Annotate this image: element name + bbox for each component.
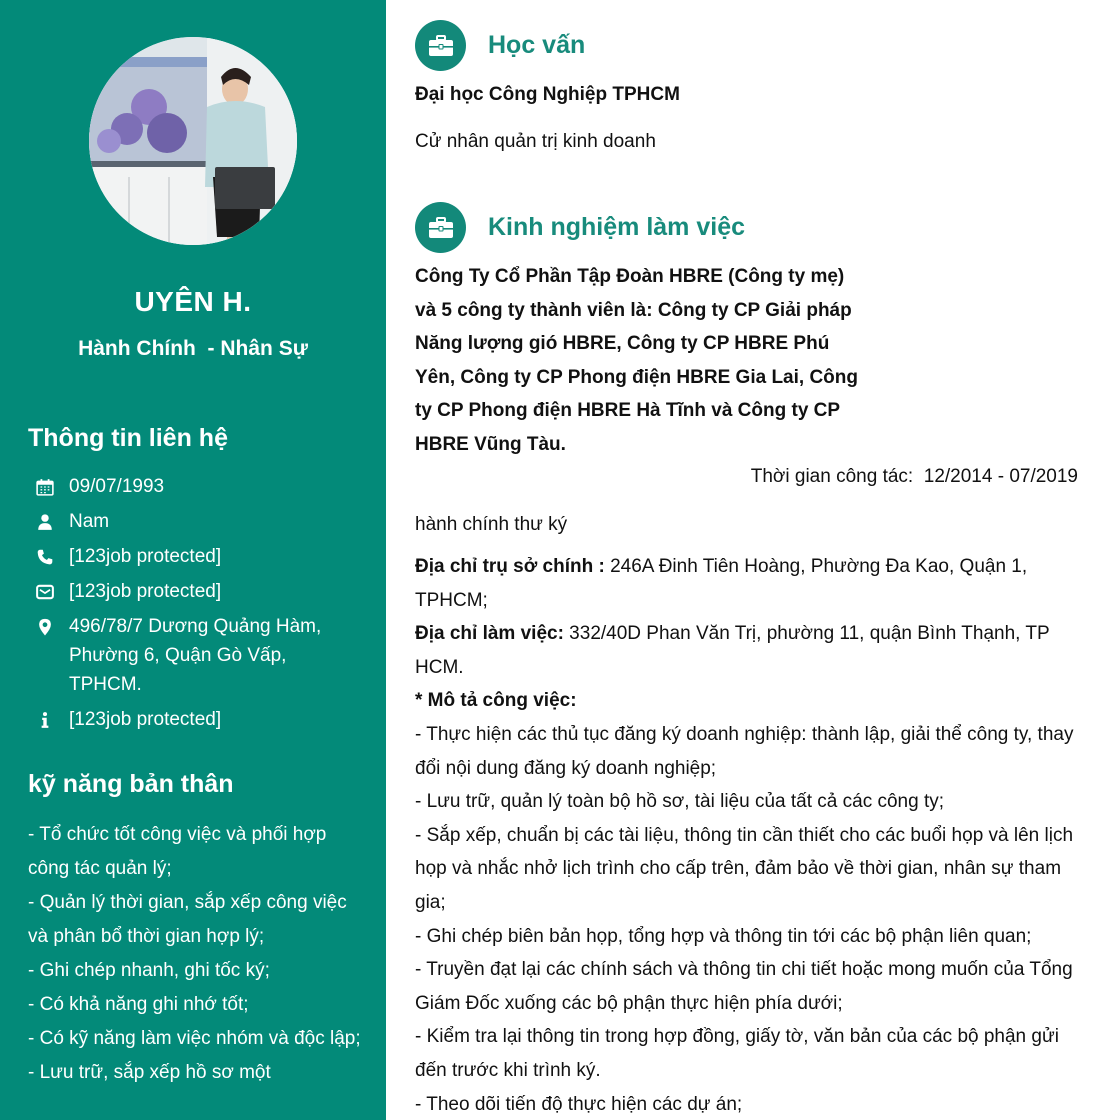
work-address-value: 332/40D Phan Văn Trị, phường 11, quận Bình Thạnh, TP HCM. <box>415 623 1050 678</box>
briefcase-icon <box>415 20 466 71</box>
period-value: 12/2014 - 07/2019 <box>923 466 1078 487</box>
skills-list <box>28 818 368 1090</box>
user-icon <box>33 507 57 536</box>
phone-icon <box>33 542 57 571</box>
map-marker-icon <box>33 612 57 641</box>
skills-section-title: kỹ năng bản thân <box>28 770 234 798</box>
avatar <box>89 37 297 245</box>
skill-item: - Tổ chức tốt công việc và phối hợp công tác quản lý; <box>28 824 327 879</box>
hq-address-value: 246A Đinh Tiên Hoàng, Phường Đa Kao, Quận 1, TPHCM; <box>415 556 1028 611</box>
info-icon <box>33 705 57 734</box>
experience-period <box>751 466 1078 488</box>
duty-item: - Ghi chép biên bản họp, tổng hợp và thông tin tới các bộ phận liên quan; <box>415 925 1032 947</box>
period-label: Thời gian công tác: <box>750 466 914 487</box>
education-degree: Cử nhân quản trị kinh doanh <box>415 131 656 152</box>
contact-address-value: 496/78/7 Dương Quảng Hàm, Phường 6, Quận Gò Vấp, TPHCM. <box>69 616 322 695</box>
experience-section-title: Kinh nghiệm làm việc <box>488 213 746 241</box>
skill-item: - Có khả năng ghi nhớ tốt; <box>28 994 249 1015</box>
work-address-label: Địa chỉ làm việc: <box>415 623 564 645</box>
experience-details <box>415 550 1085 1120</box>
contact-website-value: [123job protected] <box>69 709 222 730</box>
skill-item: - Ghi chép nhanh, ghi tốc ký; <box>28 960 270 981</box>
job-description-label: * Mô tả công việc: <box>415 690 577 712</box>
contact-phone <box>33 542 363 571</box>
candidate-job-title: Hành Chính - Nhân Sự <box>78 337 308 360</box>
skill-item: - Lưu trữ, sắp xếp hồ sơ một <box>28 1062 271 1083</box>
duty-item: - Theo dõi tiến độ thực hiện các dự án; <box>415 1093 743 1115</box>
contact-address <box>33 612 363 699</box>
duty-item: - Sắp xếp, chuẩn bị các tài liệu, thông tin cần thiết cho các buổi họp và lên lịch họp và nhắc nhở lịch trình cho cấp trên, đảm bảo về thời gian, nhân sự tham gia; <box>415 824 1074 913</box>
experience-position: hành chính thư ký <box>415 514 568 535</box>
hq-address <box>415 550 1085 617</box>
hq-address-label: Địa chỉ trụ sở chính : <box>415 556 605 577</box>
main-content <box>386 0 1106 1120</box>
sidebar <box>0 0 386 1120</box>
contact-email-value: [123job protected] <box>69 581 222 602</box>
profile-photo <box>89 37 297 245</box>
skill-item: - Có kỹ năng làm việc nhóm và độc lập; <box>28 1028 361 1049</box>
calendar-icon <box>33 472 57 501</box>
education-section-title: Học vấn <box>488 31 586 59</box>
contact-phone-value: [123job protected] <box>69 546 222 567</box>
contact-birthdate-value: 09/07/1993 <box>69 476 165 497</box>
briefcase-icon <box>415 202 466 253</box>
duty-item: - Thực hiện các thủ tục đăng ký doanh nghiệp: thành lập, giải thể công ty, thay đổi nội dung đăng ký doanh nghiệp; <box>415 723 1074 779</box>
contact-list <box>33 472 363 740</box>
contact-gender <box>33 507 363 536</box>
duty-item: - Kiểm tra lại thông tin trong hợp đồng, giấy tờ, văn bản của các bộ phận gửi đến trước khi trình ký. <box>415 1026 1059 1081</box>
contact-section-title: Thông tin liên hệ <box>28 424 228 452</box>
duty-item: - Lưu trữ, quản lý toàn bộ hồ sơ, tài liệu của tất cả các công ty; <box>415 791 945 813</box>
contact-email <box>33 577 363 606</box>
education-school: Đại học Công Nghiệp TPHCM <box>415 84 680 105</box>
duty-item: - Truyền đạt lại các chính sách và thông tin chi tiết hoặc mong muốn của Tổng Giám Đốc xuống các bộ phận thực hiện phía dưới; <box>415 959 1073 1014</box>
experience-section-header <box>415 202 745 253</box>
envelope-icon <box>33 577 57 606</box>
experience-company: Công Ty Cổ Phần Tập Đoàn HBRE (Công ty mẹ) và 5 công ty thành viên là: Công ty CP Giải pháp Năng lượng gió HBRE, Công ty CP HBRE Phú Yên, Công ty CP Phong điện HBRE Gia Lai, Công ty CP Phong điện HBRE Hà Tĩnh và Công ty CP HBRE Vũng Tàu. <box>415 266 859 455</box>
work-address <box>415 617 1085 684</box>
skill-item: - Quản lý thời gian, sắp xếp công việc và phân bổ thời gian hợp lý; <box>28 892 347 947</box>
candidate-name: UYÊN H. <box>134 286 252 317</box>
contact-gender-value: Nam <box>69 511 110 532</box>
contact-birthdate <box>33 472 363 501</box>
contact-website <box>33 705 363 734</box>
education-section-header <box>415 20 585 71</box>
